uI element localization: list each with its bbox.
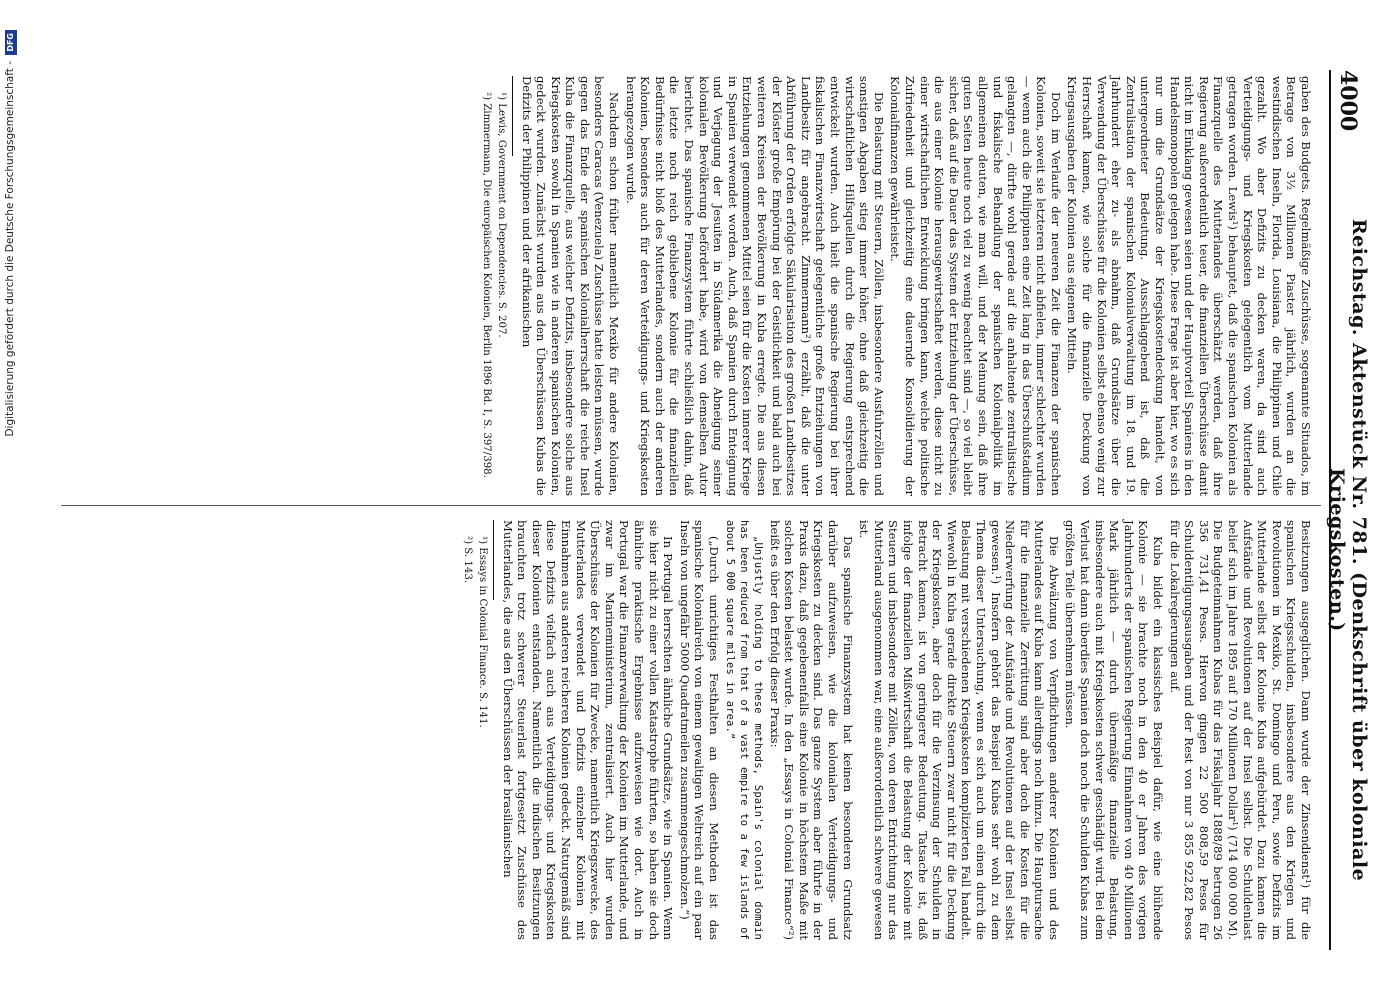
left-paragraph-3: Die Belastung mit Steuern, Zöllen, insbesondere Ausfuhrzöllen und sonstigen Abgaben stieg immer höher, ohne daß gleichzeitig die wirtschaftlichen Hilfsquellen durch die Regierung entsprechend entwickelt wurden. Auch hielt die spanische Regierung bei ihrer fiskalischen Finanzwirtschaft gelegentliche große Entziehungen von Landbesitz für angebracht. Zimmermann²) erzählt, daß die unter Abführung der Orden erfolgte Säkularisation des großen Landbesitzes der Klöster große Empörung bei der Geistlichkeit und bald auch bei weiteren Kreisen der Bevölkerung in Kuba erregte. Die aus diesen Entziehungen genommenen Mittel seien für die Kosten innerer Kriege in Spanien verwendet worden. Auch, daß Spanien durch Enteignung und Verjagung der Jesuiten in Südamerika die Abneigung seiner kolonialen Bevölkerung befördert habe, wird von demselben Autor berichtet. Das spanische Finanzsystem führte schließlich dahin, daß die letzte noch reich gebliebene Kolonie für die finanziellen Bedürfnisse nicht bloß des Mutterlandes, sondern auch der anderen Kolonien, besonders auch für deren Verteidigungs- und Kriegskosten herangezogen wurde. (623, 76, 886, 496)
credit-text: Digitalisierung gefördert durch die Deutsche Forschungsgemeinschaft - (4, 61, 16, 437)
right-footnote-2: ²) S. 143. (462, 536, 474, 584)
left-footnote-1: ¹) Lewis, Government on Dependencies. S. 207. (495, 92, 507, 338)
left-footnote-2: ²) Zimmermann, Die europäischen Kolonien, Berlin 1896 Bd. I, S. 397/398. (480, 92, 492, 478)
english-quote: „Unjustly holding to these methods, Spain's colonial domain has been reduced from that of a vast empire to a few islands of about 5 000 square miles in area.“ (724, 520, 765, 940)
left-column (478, 76, 1313, 496)
column-divider (61, 505, 1321, 506)
right-paragraph-1: Besitzungen ausgeglichen. Dann wurde der Zinsendienst¹) für die spanischen Kriegsschulden, insbesondere aus den Kriegen und Revolutionen in Mexiko, St. Domingo und Peru, sowie Defizits im Mutterlande selbst der Kolonie Kuba aufgebürdet. Dazu kamen die Aufstände und Revolutionen auf der Insel selbst. Die Schuldenlast belief sich im Jahre 1895 auf 170 Millionen Dollar¹) (714 000 000 M). Die Budgeteinnahmen Kubas für das Fiskaljahr 1888/89 betrugen 26 356 731,41 Pesos. Hiervon gingen 22 500 808,59 Pesos für Schuldentilgungsausgaben und der Rest von nur 3 855 922,82 Pesos für die Lokalregierungen auf. (1167, 520, 1313, 940)
right-footnote-1: ¹) Essays in Colonial Finance. S. 141. (477, 536, 489, 728)
left-paragraph-1: gaben des Budgets. Regelmäßige Zuschüsse, sogenannte Situados, im Betrage von 3½ Millionen Piaster jährlich, wurden an die westindischen Inseln, Florida, Louisiana, die Philippinen und Chile gezahlt. Wo aber Defizits zu decken waren, da sind auch Verteidigungs- und Kriegskosten gelegentlich vom Mutterlande getragen worden. Lewis¹) behauptet, daß die spanischen Kolonien als Finanzquelle des Mutterlandes überschätzt werden, daß ihre Regierung außerordentlich teuer, die finanziellen Überschüsse damit nicht im Einklang gewesen seien und der Hauptvorteil Spaniens in den Handelsmonopolen gelegen habe. Diese Frage ist aber hier, wo es sich nur um die Grundsätze der Kriegskostendeckung handelt, von untergeordneter Bedeutung. Ausschlaggebend ist, daß die Zentralisation der spanischen Kolonialverwaltung im 18. und 19. Jahrhundert eher zu- als abnahm, daß Grundsätze über die Verwendung der Überschüsse für die Kolonien selbst ebenso wenig zur Herrschaft kamen, wie solche für die finanzielle Deckung von Kriegsausgaben der Kolonien aus eigenen Mitteln. (1065, 76, 1313, 496)
right-paragraph-6: In Portugal herrschten ähnliche Grundsätze, wie in Spanien. Wenn sie hier nicht zu einer vollen Katastrophe führten, so haben sie doch ähnliche praktische Ergebnisse aufzuweisen wie dort. Auch in Portugal war die Finanzverwaltung der Kolonien im Mutterlande, und zwar im Marineministerium, zentralisiert. Auch hier wurden Überschüsse der Kolonien für Zwecke, namentlich Kriegszwecke, des Mutterlandes verwendet und Defizits einzelner Kolonien mit Einnahmen aus anderen reicheren Kolonien gedeckt. Naturgemäß sind diese Defizits vielfach auch aus Verteidigungs- und Kriegskosten dieser Kolonien entstanden. Namentlich die indischen Besitzungen brauchten trotz schwerer Steuerlast fortgesetzt Zuschüsse des Mutterlandes, die aus den Überschüssen der brasilianischen (500, 520, 676, 940)
footnote-separator (512, 76, 513, 156)
digitization-credit (0, 0, 20, 1000)
page-number: 4000 (1335, 70, 1361, 132)
dfg-logo-icon: DFG (5, 30, 17, 55)
left-paragraph-4: Nachdem schon früher namentlich Mexiko für andere Kolonien, besonders Caracas (Venezuela) Zuschüsse hatte leisten müssen, wurde gegen das Ende der spanischen Kolonialherrschaft die reiche Insel Kuba die Finanzquelle, aus welcher Defizits, insbesondere solche aus Kriegskosten sowohl in Spanien wie in anderen spanischen Kolonien, gedeckt wurden. Zunächst wurden aus den Überschüssen Kubas die Defizits der Philippinen und der afrikanischen (519, 76, 622, 496)
page-header (1326, 70, 1370, 950)
right-column (459, 520, 1313, 940)
right-paragraph-3: Die Abwälzung von Verpflichtungen anderer Kolonien und des Mutterlandes auf Kuba kann allerdings noch hinzu. Die Hauptursache für die finanzielle Zerrüttung sind aber doch die Kosten für die Niederwerfung der Aufstände und Revolutionen auf der Insel selbst gewesen.¹) Insofern gehört das Beispiel Kubas sehr wohl zu dem Thema dieser Untersuchung, wenn es sich auch um einen durch die Belastung mit verschiedenen Kriegskosten komplizierten Fall handelt. Wiewohl in Kuba gerade direkte Steuern zwar nicht für die Deckung der Kriegskosten, aber doch für die Verzinsung der Schulden in Betracht kamen, ist von geringerer Bedeutung. Tatsache ist, daß infolge der finanziellen Mißwirtschaft die Belastung der Kolonie mit Steuern und insbesondere mit Zöllen, von deren Entrichtung nur das Mutterland ausgenommen war, eine außerordentlich schwere gewesen ist. (857, 520, 1061, 940)
right-paragraph-2: Kuba bildet ein klassisches Beispiel dafür, wie eine blühende Kolonie — sie brachte noch in den 40 er Jahren des vorigen Jahrhunderts der spanischen Regierung Einnahmen von 40 Millionen Mark jährlich — durch übermäßige finanzielle Belastung, insbesondere auch mit Kriegskosten schwer geschädigt wird. Bei dem Verlust hat dann überdies Spanien doch noch die Schulden Kubas zum größten Teile übernehmen müssen. (1063, 520, 1166, 940)
right-paragraph-5: („Durch unrichtiges Festhalten an diesen Methoden ist das spanische Kolonialreich von einem gewaltigen Weltreich auf ein paar Inseln von ungefähr 5000 Quadratmeilen zusammengeschmolzen.“) (677, 520, 722, 940)
right-paragraph-4: Das spanische Finanzsystem hat keinen besonderen Grundsatz darüber aufzuweisen, wie die kolonialen Verteidigungs- und Kriegskosten zu decken sind. Das ganze System aber führte in der Praxis dazu, daß gegebenenfalls eine Kolonie in höchstem Maße mit solchen Kosten belastet wurde. In den „Essays in Colonial Finance“²) heißt es über den Erfolg dieser Praxis: (767, 520, 855, 940)
running-title: Reichstag. Aktenstück Nr. 781. (Denkschrift über koloniale Kriegskosten.) (1326, 218, 1370, 882)
left-paragraph-2: Doch im Verlaufe der neueren Zeit die Finanzen der spanischen Kolonien, soweit sie letzteren nicht abfielen, immer schlechter wurden — wenn auch die Philippinen eine Zeit lang in das Überschußstadium gelangten —, dürfte wohl gerade auf die anhaltende zentralistische und fiskalische Behandlung der spanischen Kolonialpolitik im allgemeinen deuten, wie man will, und der Meinung sein, daß ihre guten Seiten heute noch viel zu wenig beachtet sind —, so viel bleibt sicher, daß auf die Dauer das System der Entziehung der Überschüsse, die aus einer Kolonie herausgewirtschaftet werden, diese nicht zu einer wirtschaftlichen Entwicklung bringen kann, welche politische Zufriedenheit und gleichzeitig eine dauernde Konsolidierung der Kolonialfinanzen gewährleistet. (888, 76, 1063, 496)
footnote-separator (493, 520, 494, 600)
